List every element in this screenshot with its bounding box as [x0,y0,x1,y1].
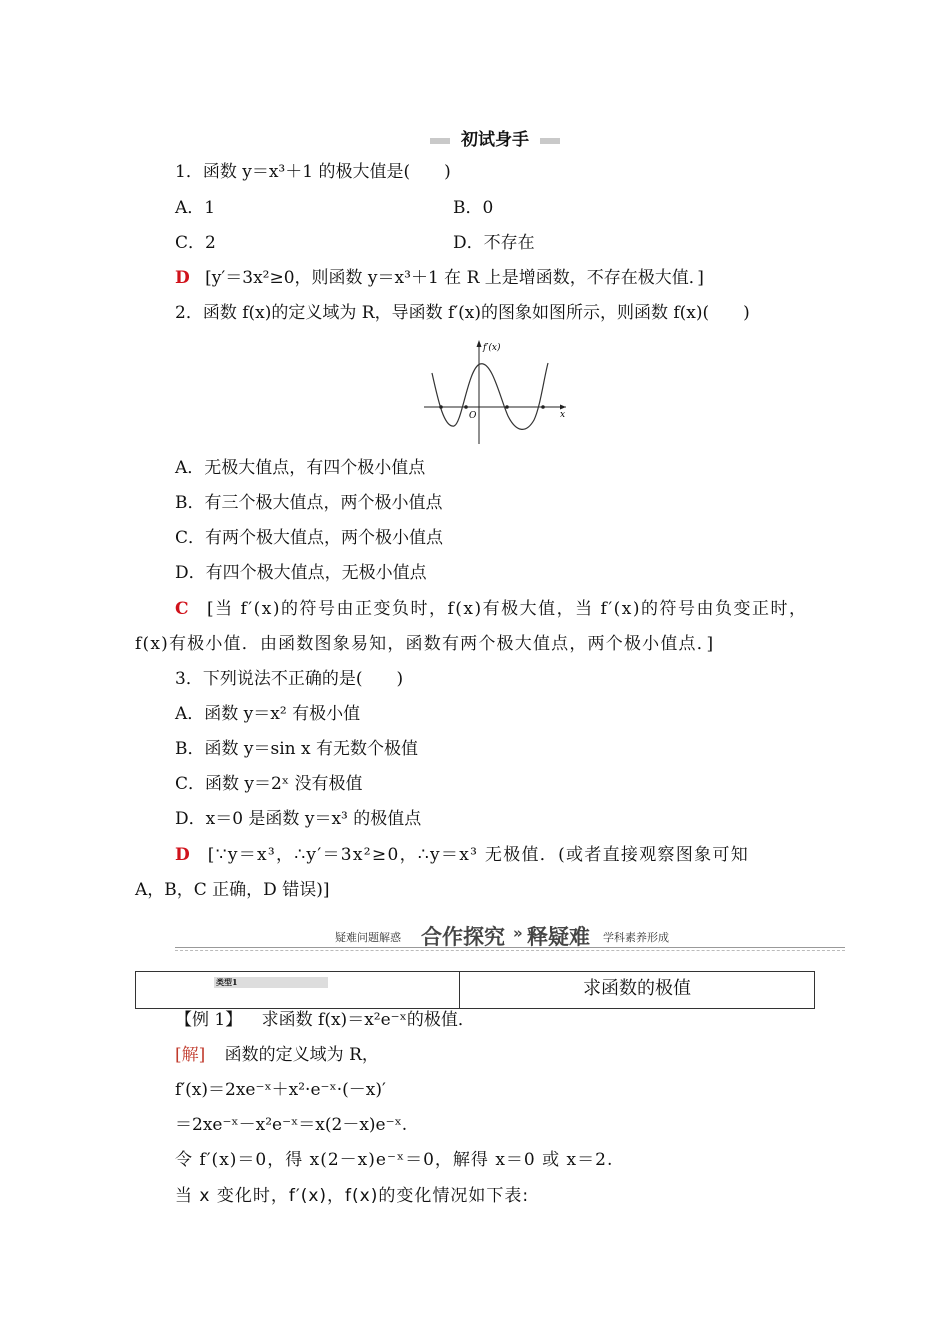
q2-answer-line [175,597,808,621]
q3-option-b: B．函数 y＝sin x 有无数个极值 [175,739,419,759]
q1-stem: 1．函数 y＝x³＋1 的极大值是( ) [175,162,451,182]
example-stem: 求函数 f(x)＝x²e⁻ˣ的极值． [261,1010,475,1030]
banner-main-2: 释疑难 [527,925,590,949]
q1-option-b: B．0 [453,198,494,218]
q2-explanation-1: [当 f′(x)的符号由正变负时，f(x)有极大值，当 f′(x)的符号由负变正时， [206,599,808,619]
solution-line-1 [175,1043,379,1067]
solution-label: [解] [175,1045,206,1065]
graph-x-label: x [560,410,566,420]
q3-explanation-2: A，B，C 正确，D 错误)] [135,880,330,900]
q3-answer: D [175,845,192,865]
solution-text-2: f′(x)＝2xe⁻ˣ＋x²·e⁻ˣ·(－x)′ [175,1080,386,1100]
q1-option-c: C．2 [175,233,216,253]
solution-text-1: 函数的定义域为 R， [224,1045,379,1065]
q3-explanation-1: [∵y＝x³，∴y′＝3x²≥0，∴y＝x³ 无极值．(或者直接观察图象可知 [207,845,750,865]
q1-option-a: A．1 [175,198,216,218]
example-label: 【例 1】 [175,1010,243,1030]
q2-option-c: C．有两个极大值点，两个极小值点 [175,528,444,548]
example-line [175,1008,475,1032]
q3-answer-line [175,843,749,867]
section-banner [175,921,845,951]
q2-explanation-2: f(x)有极小值．由函数图象易知，函数有两个极大值点，两个极小值点．] [135,634,715,654]
type-tag: 类型1 [214,977,328,988]
q1-explanation: [y′＝3x²≥0，则函数 y＝x³＋1 在 R 上是增函数，不存在极大值．] [205,268,704,288]
section-title: 初试身手 [450,125,540,150]
q3-option-a: A．函数 y＝x² 有极小值 [175,704,361,724]
zero-point-3 [505,405,509,409]
section-header [430,125,560,150]
derivative-graph [420,338,570,448]
q1-option-d: D．不存在 [453,233,535,253]
q2-option-b: B．有三个极大值点，两个极小值点 [175,493,443,513]
derivative-curve [432,363,548,429]
banner-rule [175,947,845,951]
q1-answer: D [175,268,190,288]
q3-option-d: D．x＝0 是函数 y＝x³ 的极值点 [175,809,422,829]
q2-answer: C [175,599,191,619]
zero-point-4 [541,405,545,409]
q2-option-d: D．有四个极大值点，无极小值点 [175,563,427,583]
solution-text-3: ＝2xe⁻ˣ－x²e⁻ˣ＝x(2－x)e⁻ˣ. [175,1115,408,1135]
q1-answer-line [175,266,704,290]
graph-y-label: f′(x) [483,343,501,353]
zero-point-1 [439,405,443,409]
y-axis-arrow [477,340,482,347]
q2-stem: 2．函数 f(x)的定义域为 R，导函数 f′(x)的图象如图所示，则函数 f(x)( ) [175,303,750,323]
q3-stem: 3．下列说法不正确的是( ) [175,669,404,689]
q2-option-a: A．无极大值点，有四个极小值点 [175,458,426,478]
x-axis-arrow [560,405,566,410]
banner-right-text: 学科素养形成 [603,931,669,944]
solution-text-4: 令 f′(x)＝0，得 x(2－x)e⁻ˣ＝0，解得 x＝0 或 x＝2. [175,1150,614,1170]
type-box [135,971,815,1009]
banner-arrow-icon: » [513,924,523,942]
solution-text-5: 当 x 变化时，f′(x)，f(x)的变化情况如下表: [175,1186,530,1206]
type-title: 求函数的极值 [583,978,691,999]
banner-left-text: 疑难问题解惑 [335,931,401,944]
zero-point-2 [464,405,468,409]
q3-option-c: C．函数 y＝2ˣ 没有极值 [175,774,363,794]
graph-origin-label: O [469,411,477,421]
banner-main-1: 合作探究 [421,925,505,949]
